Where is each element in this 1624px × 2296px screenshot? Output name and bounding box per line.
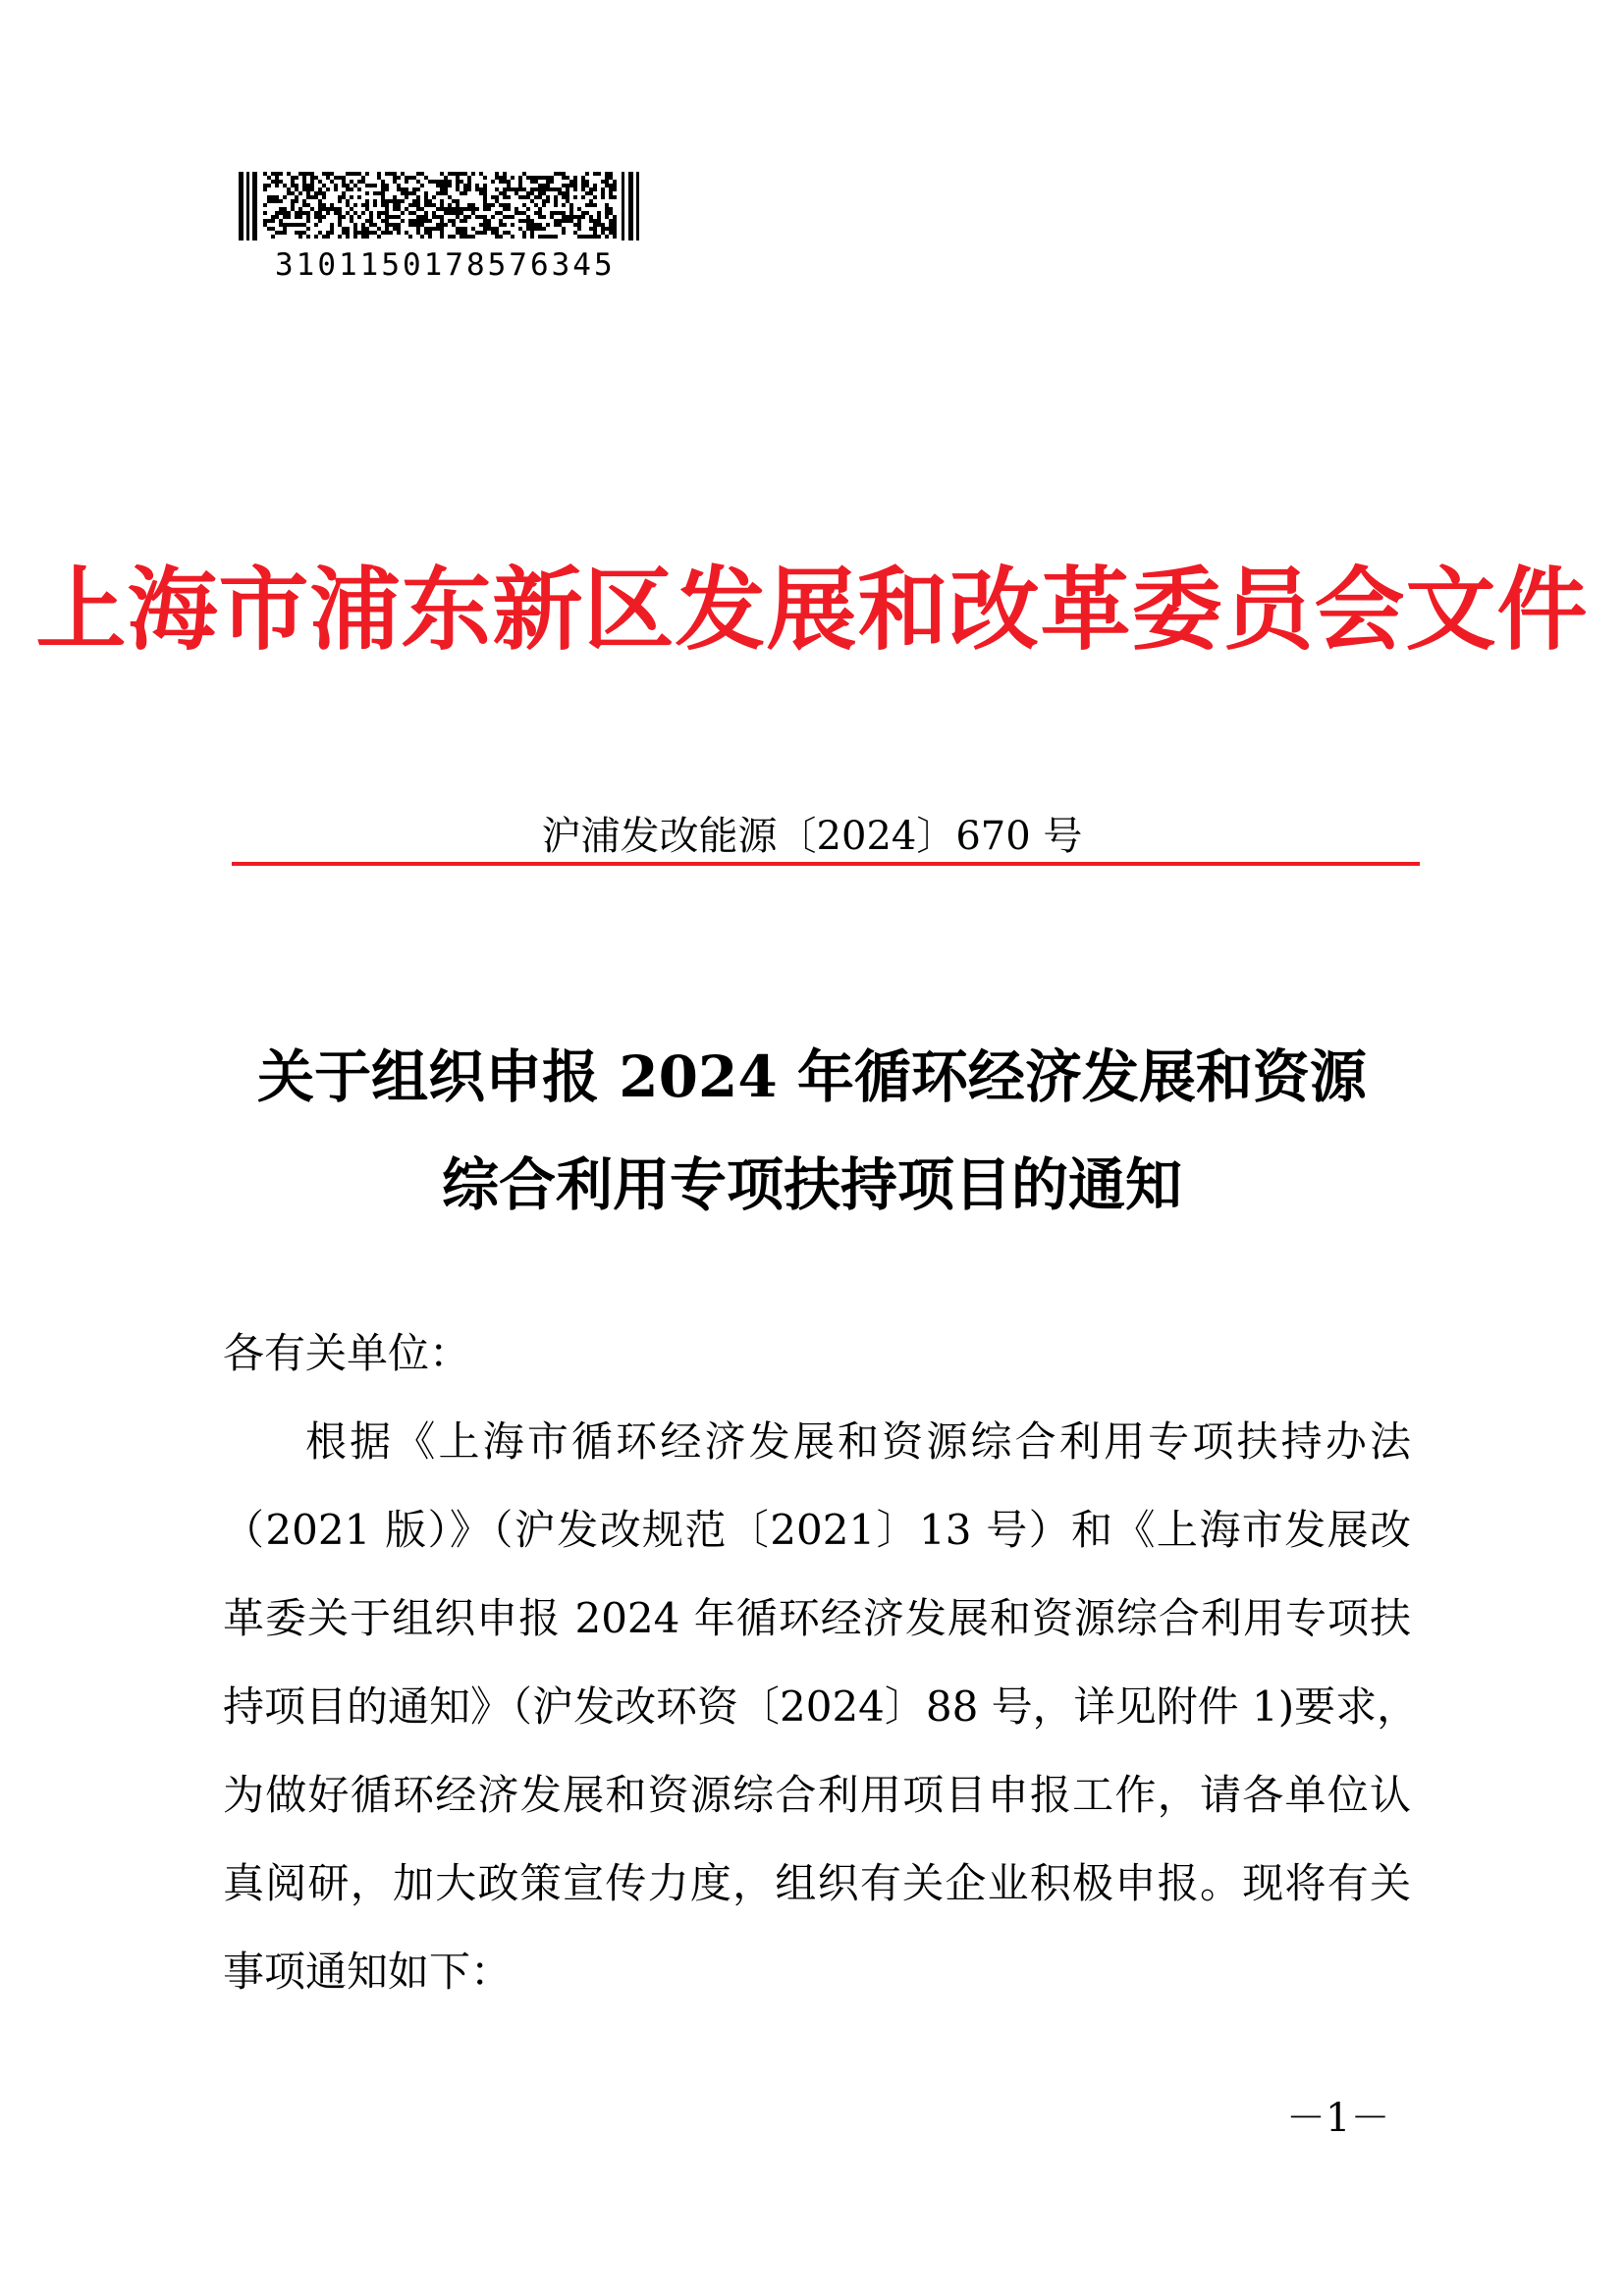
document-title-line-2: 综合利用专项扶持项目的通知 [441,1151,1182,1218]
body-line: 为做好循环经济发展和资源综合利用项目申报工作，请各单位认 [223,1771,1411,1819]
barcode-image [234,167,646,245]
barcode-number: 3101150178576345 [275,247,616,283]
salutation: 各有关单位： [223,1329,471,1377]
document-number: 沪浦发改能源〔2024〕670 号 [541,814,1083,859]
document-title-line-1: 关于组织申报 2024 年循环经济发展和资源 [257,1043,1367,1110]
barcode-block [234,167,646,283]
masthead-title: 上海市浦东新区发展和改革委员会文件 [35,557,1589,663]
body-line: 事项通知如下： [223,1948,513,1996]
body-line: 根据《上海市循环经济发展和资源综合利用专项扶持办法 [305,1417,1411,1466]
body-line: 持项目的通知》（沪发改环资〔2024〕88 号，详见附件 1)要求， [223,1682,1419,1731]
red-separator-line [232,862,1420,866]
body-line: 真阅研，加大政策宣传力度，组织有关企业积极申报。现将有关 [223,1859,1411,1907]
page-number: －1－ [1286,2096,1390,2141]
body-line: 革委关于组织申报 2024 年循环经济发展和资源综合利用专项扶 [223,1594,1411,1642]
body-line: （2021 版）》（沪发改规范〔2021〕13 号）和《上海市发展改 [223,1506,1411,1554]
